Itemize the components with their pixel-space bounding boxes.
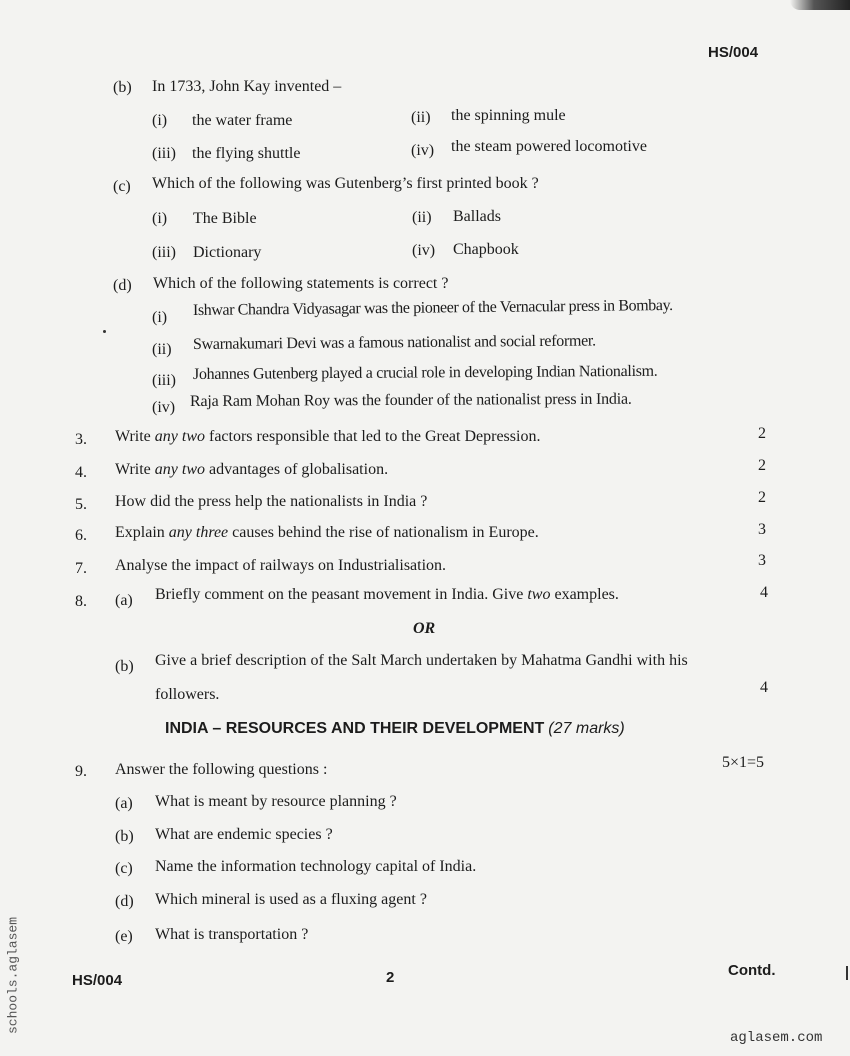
q2b-opt-iv-num: (iv) [411,142,435,159]
q9-item-text: What are endemic species ? [155,826,333,843]
q2c-text: Which of the following was Gutenberg’s first printed book ? [152,175,539,192]
q9-item-text: What is meant by resource planning ? [155,793,397,810]
q2d-opt-i-num: (i) [152,309,168,326]
q2b-opt-iii: the flying shuttle [192,145,301,162]
q9-item-text: What is transportation ? [155,926,309,943]
q2c-label: (c) [113,178,131,195]
q9-number: 9. [75,763,87,780]
question-marks: 3 [758,552,766,569]
q9-item-text: Name the information technology capital of India. [155,858,477,875]
q9-item-label: (e) [115,928,133,945]
question-text: Explain any three causes behind the rise of nationalism in Europe. [115,524,539,541]
section-title: INDIA – RESOURCES AND THEIR DEVELOPMENT [165,720,545,737]
question-text: How did the press help the nationalists in India ? [115,493,428,510]
q2d-opt-iv-num: (iv) [152,399,176,416]
q2c-opt-i: The Bible [193,210,257,227]
question-text: Analyse the impact of railways on Industrialisation. [115,557,447,574]
q2d-opt-ii-num: (ii) [152,341,172,358]
question-text: Write any two factors responsible that led to the Great Depression. [115,428,541,445]
section-heading [165,720,625,738]
question-number: 5. [75,496,87,513]
q2b-opt-iii-num: (iii) [152,145,176,162]
question-text: Write any two advantages of globalisation. [115,461,389,478]
side-watermark: schools.aglasem [5,916,21,1035]
q2c-opt-ii: Ballads [453,208,501,225]
q8-number: 8. [75,593,87,610]
q8a-label: (a) [115,592,133,609]
stray-dot [103,330,106,333]
q8b-line1: Give a brief description of the Salt March undertaken by Mahatma Gandhi with his [155,652,688,669]
right-edge-mark [846,966,848,980]
question-number: 3. [75,431,87,448]
q2d-text: Which of the following statements is correct ? [153,275,449,292]
question-number: 7. [75,560,87,577]
q2b-opt-ii-num: (ii) [411,109,431,126]
q9-item-text: Which mineral is used as a fluxing agent ? [155,891,427,908]
corner-shadow [790,0,850,10]
bottom-watermark: aglasem.com [730,1030,823,1046]
q9-item-label: (c) [115,860,133,877]
question-marks: 2 [758,489,766,506]
q2d-opt-iv: Raja Ram Mohan Roy was the founder of the nationalist press in India. [189,390,632,410]
q2c-opt-ii-num: (ii) [412,209,432,226]
q9-text: Answer the following questions : [115,761,328,778]
q2b-text: In 1733, John Kay invented – [152,78,342,95]
q8a-marks: 4 [760,584,768,601]
question-number: 6. [75,527,87,544]
header-code: HS/004 [708,44,759,61]
q8b-label: (b) [115,658,134,675]
contd-label: Contd. [728,962,776,979]
q9-item-label: (a) [115,795,133,812]
q2b-opt-iv: the steam powered locomotive [451,138,647,155]
q2b-opt-i-num: (i) [152,112,168,129]
q2b-label: (b) [113,79,132,96]
page-number: 2 [386,969,395,986]
q8a-text: Briefly comment on the peasant movement in India. Give two examples. [155,586,619,603]
q2c-opt-iii: Dictionary [193,244,262,261]
question-marks: 2 [758,425,766,442]
q2c-opt-iv: Chapbook [453,241,519,258]
q2d-opt-iii: Johannes Gutenberg played a crucial role in developing Indian Nationalism. [192,362,658,383]
q2b-opt-ii: the spinning mule [451,107,566,124]
q2d-opt-i: Ishwar Chandra Vidyasagar was the pioneer of the Vernacular press in Bombay. [192,296,673,319]
q9-item-label: (d) [115,893,134,910]
q8-or: OR [413,620,436,637]
question-marks: 2 [758,457,766,474]
q8b-marks: 4 [760,679,768,696]
q2c-opt-iii-num: (iii) [152,244,176,261]
q2d-opt-ii: Swarnakumari Devi was a famous nationalist and social reformer. [192,332,596,353]
q9-marks: 5×1=5 [722,754,765,771]
footer-code: HS/004 [72,972,123,989]
q2d-label: (d) [113,277,132,294]
question-number: 4. [75,464,87,481]
question-marks: 3 [758,521,766,538]
q8b-line2: followers. [155,686,220,703]
q2c-opt-iv-num: (iv) [412,242,436,259]
section-marks: (27 marks) [548,720,625,737]
q2b-opt-i: the water frame [192,112,293,129]
q9-item-label: (b) [115,828,134,845]
q2d-opt-iii-num: (iii) [152,372,176,389]
q2c-opt-i-num: (i) [152,210,168,227]
